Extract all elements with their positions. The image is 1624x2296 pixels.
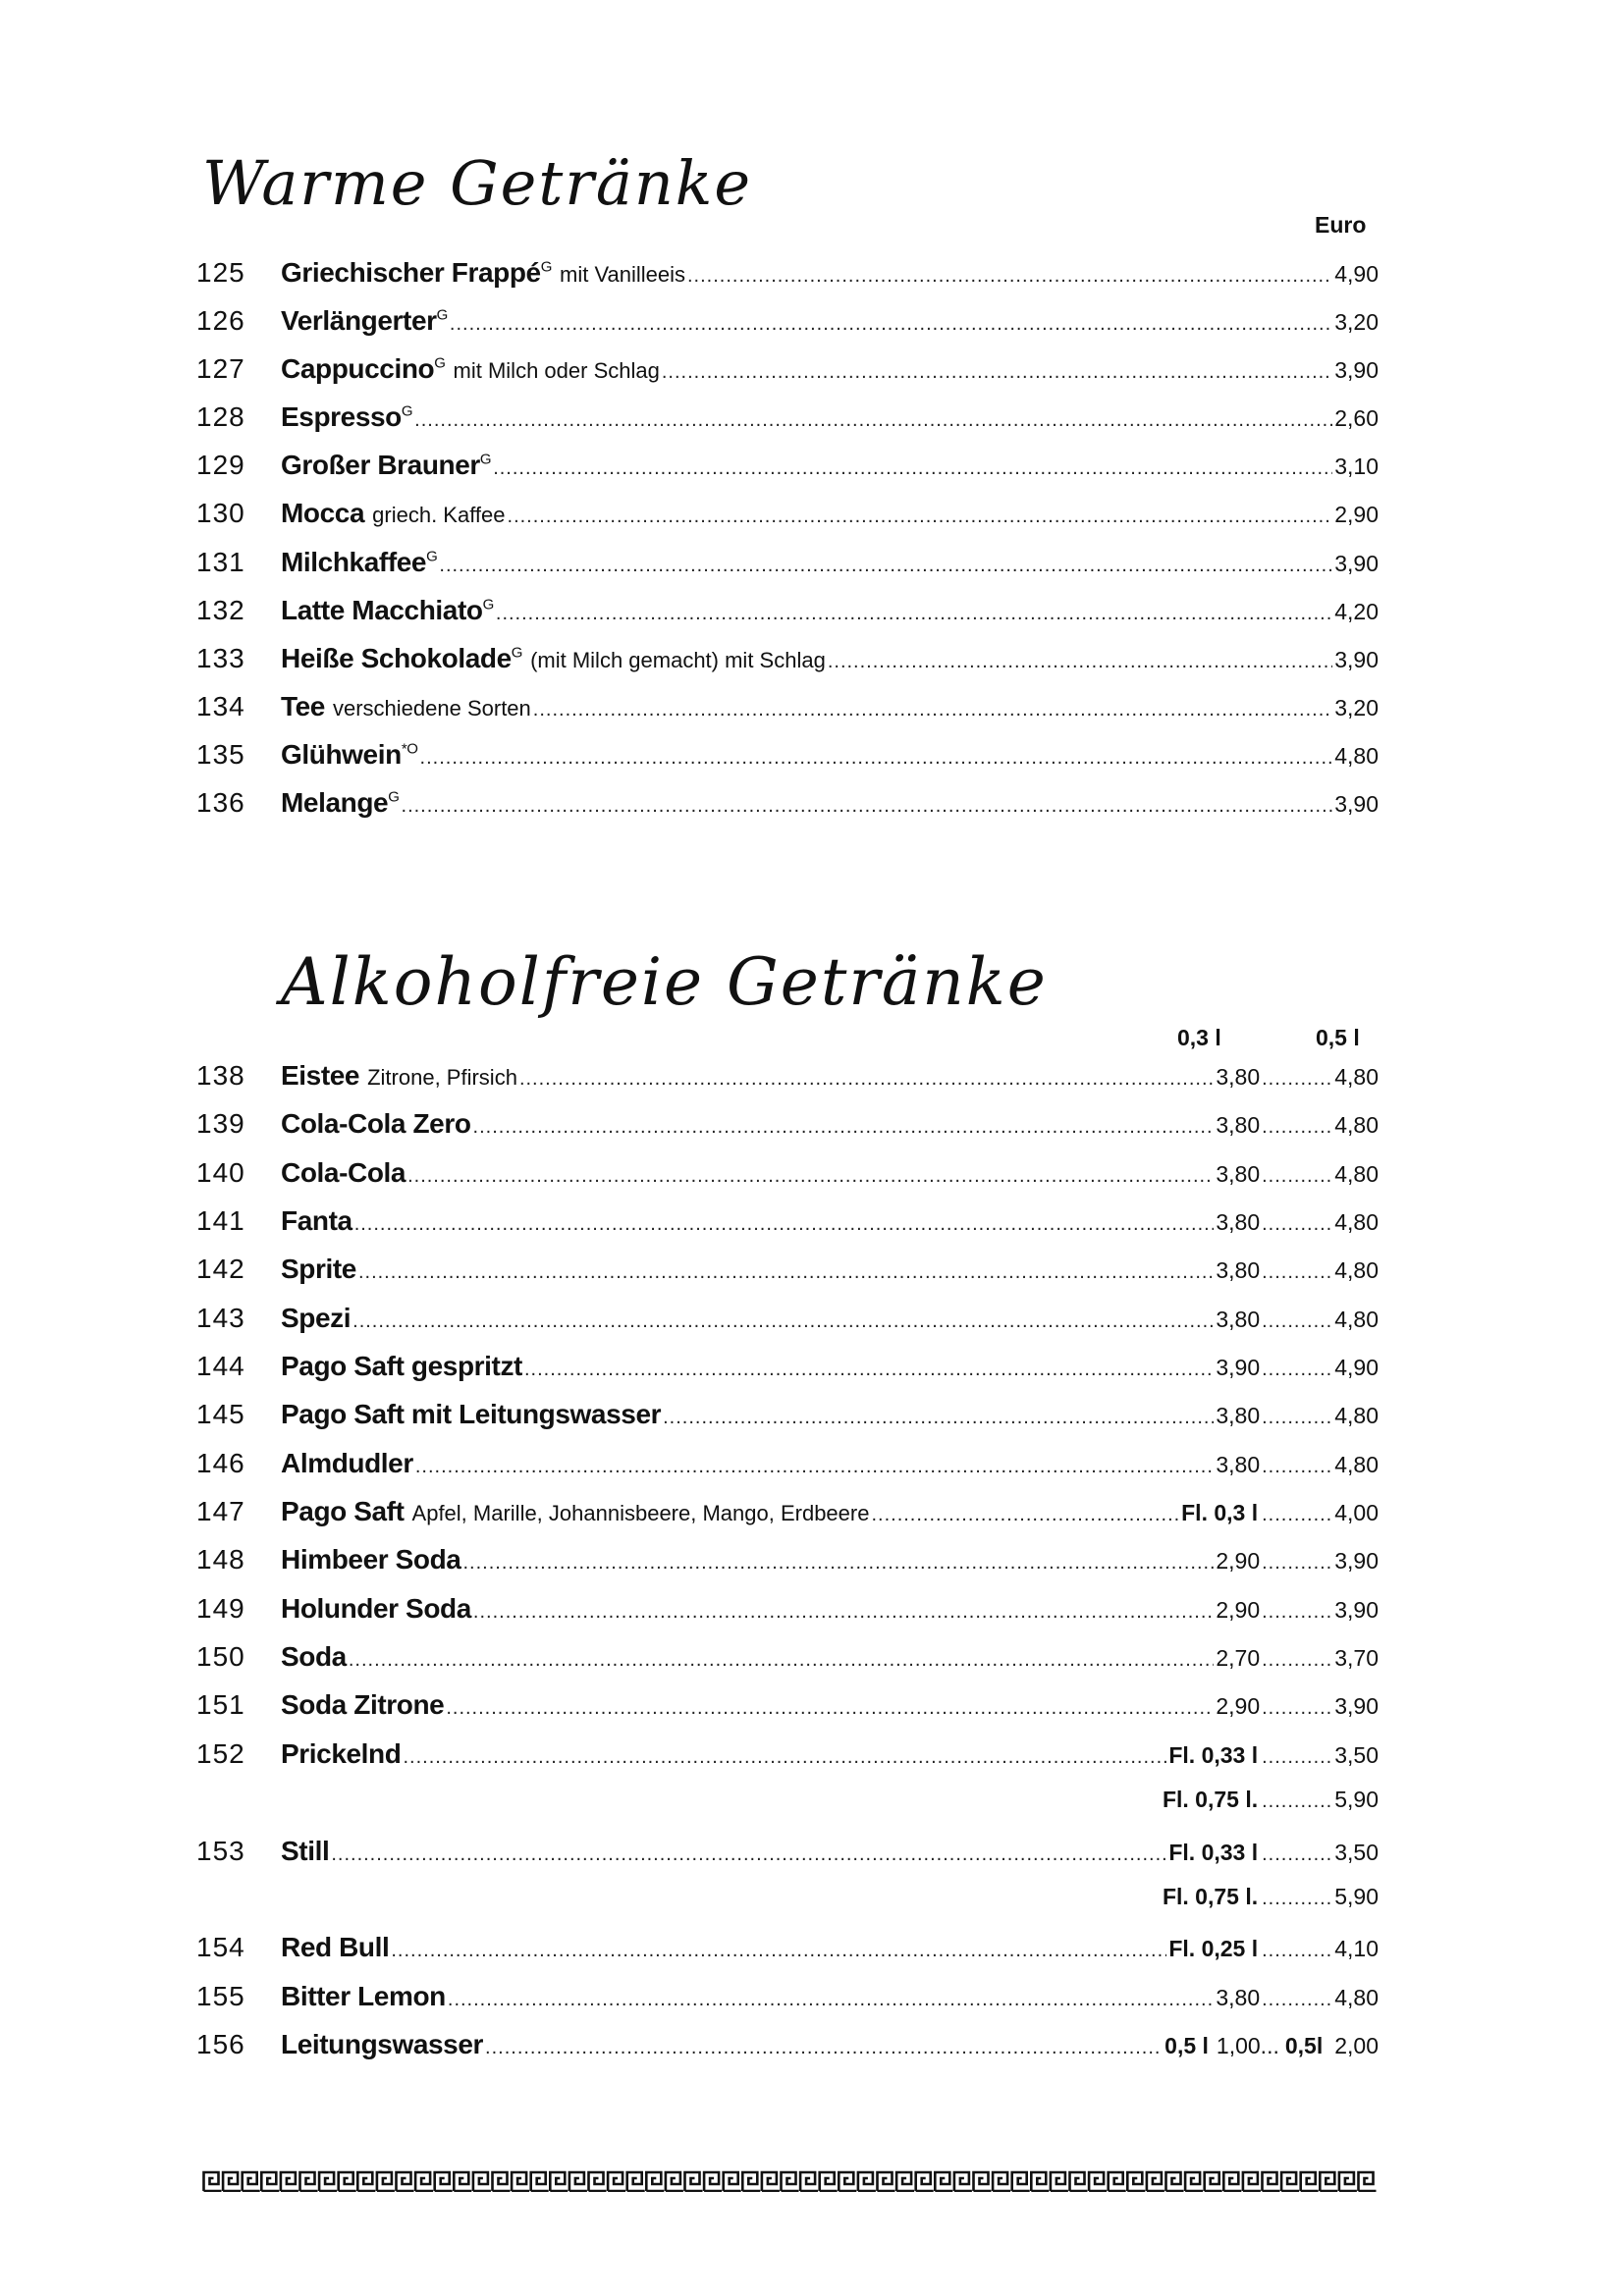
item-number: 128 <box>196 401 245 433</box>
item-price: 2,90 <box>1334 502 1379 528</box>
item-price: 4,10 <box>1334 1936 1379 1962</box>
currency-header: Euro <box>1315 212 1367 238</box>
item-number: 125 <box>196 257 245 288</box>
item-number: 156 <box>196 2028 245 2059</box>
dot-leader <box>473 1601 1214 1624</box>
item-name: Sprite <box>281 1254 356 1285</box>
warm-drinks-list <box>196 257 1379 835</box>
menu-item-continuation <box>196 1787 1379 1835</box>
dot-leader <box>1262 1790 1332 1813</box>
item-description: griech. Kaffee <box>372 503 506 528</box>
menu-item <box>196 739 1379 787</box>
item-number: 126 <box>196 305 245 337</box>
item-name: Melange$^G$ <box>281 787 400 819</box>
item-price: 5,90 <box>1334 1883 1379 1909</box>
item-price: 4,00 <box>1334 1500 1379 1526</box>
dot-leader <box>1262 1068 1332 1091</box>
bottle-size: Fl. 0,33 l <box>1168 1839 1259 1865</box>
item-number: 148 <box>196 1544 245 1575</box>
price-small: 3,80 <box>1216 1403 1261 1429</box>
dot-leader <box>450 313 1332 336</box>
item-number: 138 <box>196 1060 245 1091</box>
price-small: 3,80 <box>1216 1257 1261 1284</box>
item-price: 3,90 <box>1334 357 1379 384</box>
item-description: Apfel, Marille, Johannisbeere, Mango, Erdbeere <box>411 1501 870 1526</box>
price-large: 4,80 <box>1334 1403 1379 1429</box>
dot-leader <box>354 1213 1215 1236</box>
item-description: verschiedene Sorten <box>332 695 531 721</box>
item-name: Pago Saft gespritzt <box>281 1351 522 1382</box>
item-number: 150 <box>196 1641 245 1673</box>
item-price: 3,50 <box>1334 1839 1379 1865</box>
bottle-size-second: 0,5l <box>1284 2032 1324 2058</box>
menu-item <box>196 1448 1379 1496</box>
menu-item <box>196 1738 1379 1787</box>
dot-leader <box>533 699 1332 721</box>
dot-leader <box>462 1552 1214 1575</box>
dot-leader <box>439 555 1332 577</box>
price-large: 3,90 <box>1334 1548 1379 1575</box>
price-small: 3,80 <box>1216 1112 1261 1139</box>
item-description: mit Milch oder Schlag <box>453 358 660 384</box>
dot-leader <box>473 1116 1215 1139</box>
dot-leader <box>493 457 1332 480</box>
menu-item <box>196 257 1379 305</box>
item-price: 3,90 <box>1334 646 1379 672</box>
dot-leader <box>1262 1456 1332 1478</box>
dot-leader <box>403 1746 1166 1769</box>
item-price: 4,90 <box>1334 261 1379 287</box>
menu-item <box>196 1254 1379 1302</box>
menu-item <box>196 1351 1379 1399</box>
item-price: 3,20 <box>1334 309 1379 336</box>
menu-item <box>196 1593 1379 1641</box>
menu-item <box>196 1689 1379 1737</box>
dot-leader <box>1262 1940 1332 1962</box>
menu-item <box>196 1060 1379 1108</box>
item-name: Heiße Schokolade$^G$ <box>281 642 523 673</box>
dot-leader <box>358 1261 1214 1284</box>
price-large: 4,80 <box>1334 1257 1379 1284</box>
menu-item <box>196 1836 1379 1884</box>
item-number: 130 <box>196 498 245 529</box>
item-number: 135 <box>196 738 245 770</box>
dot-leader <box>349 1649 1214 1672</box>
dot-leader <box>496 603 1332 625</box>
item-name: Spezi <box>281 1302 352 1333</box>
dot-leader <box>420 747 1333 770</box>
item-number: 136 <box>196 787 245 819</box>
menu-item <box>196 353 1379 401</box>
bottle-size: Fl. 0,3 l <box>1181 1500 1259 1526</box>
price-large: 4,90 <box>1334 1355 1379 1381</box>
menu-item <box>196 1544 1379 1592</box>
item-name: Soda Zitrone <box>281 1689 445 1721</box>
dot-leader <box>1262 1746 1332 1769</box>
bottle-size: Fl. 0,33 l <box>1168 1741 1259 1768</box>
item-name: Himbeer Soda <box>281 1544 461 1575</box>
item-name: Cola-Cola Zero <box>281 1108 471 1140</box>
item-number: 149 <box>196 1592 245 1624</box>
item-name: Fanta <box>281 1205 352 1237</box>
item-price: 3,10 <box>1334 454 1379 480</box>
price-large: 4,80 <box>1334 1112 1379 1139</box>
menu-item <box>196 1399 1379 1447</box>
item-number: 151 <box>196 1689 245 1721</box>
dot-leader <box>1262 1649 1332 1672</box>
item-price: 2,60 <box>1334 405 1379 432</box>
menu-item <box>196 2029 1379 2077</box>
menu-item <box>196 1157 1379 1205</box>
price-small: 3,80 <box>1216 1160 1261 1187</box>
item-price: 3,90 <box>1334 550 1379 576</box>
menu-item <box>196 1205 1379 1254</box>
item-name: Bitter Lemon <box>281 1980 446 2011</box>
dot-leader <box>687 265 1332 288</box>
item-name: Großer Brauner$^G$ <box>281 450 492 481</box>
item-number: 142 <box>196 1254 245 1285</box>
item-name: Cappuccino$^G$ <box>281 353 446 385</box>
dot-leader <box>1262 1989 1332 2011</box>
soft-drinks-list <box>196 1060 1379 2077</box>
greek-key-border <box>202 2170 1377 2192</box>
item-price: 3,50 <box>1334 1741 1379 1768</box>
menu-item <box>196 1303 1379 1351</box>
dot-leader <box>828 651 1332 673</box>
item-number: 132 <box>196 594 245 625</box>
item-name: Pago Saft mit Leitungswasser <box>281 1399 662 1430</box>
item-price: 4,80 <box>1334 742 1379 769</box>
item-number: 145 <box>196 1399 245 1430</box>
item-number: 139 <box>196 1108 245 1140</box>
item-name: Tee <box>281 690 325 721</box>
dot-leader <box>448 1989 1214 2011</box>
bottle-size: 0,5 l <box>1164 2032 1209 2058</box>
price-small: 3,90 <box>1216 1355 1261 1381</box>
item-name: Prickelnd <box>281 1737 402 1769</box>
item-price: 2,00 <box>1334 2032 1379 2058</box>
item-name: Leitungswasser <box>281 2028 484 2059</box>
dot-leader <box>352 1310 1214 1333</box>
item-name: Cola-Cola <box>281 1156 406 1188</box>
price-large: 3,90 <box>1334 1596 1379 1623</box>
item-description: (mit Milch gemacht) mit Schlag <box>530 647 826 672</box>
dot-leader <box>1262 1116 1332 1139</box>
dot-leader <box>1262 1359 1332 1381</box>
dot-leader <box>508 506 1333 528</box>
menu-item <box>196 787 1379 835</box>
dot-leader <box>446 1697 1214 1720</box>
bottle-size: Fl. 0,25 l <box>1168 1936 1259 1962</box>
dot-leader <box>1262 1261 1332 1284</box>
item-name: Soda <box>281 1641 347 1673</box>
dot-leader <box>524 1359 1214 1381</box>
item-number: 155 <box>196 1980 245 2011</box>
price-small: 3,80 <box>1216 1984 1261 2010</box>
price-small: 2,90 <box>1216 1596 1261 1623</box>
dot-leader <box>415 1456 1214 1478</box>
dot-leader <box>331 1843 1166 1866</box>
item-price-extra: 1,00... <box>1216 2032 1279 2058</box>
dot-leader <box>414 409 1332 432</box>
item-number: 127 <box>196 353 245 385</box>
price-large: 3,70 <box>1334 1645 1379 1672</box>
item-number: 140 <box>196 1156 245 1188</box>
price-small: 3,80 <box>1216 1064 1261 1090</box>
price-large: 4,80 <box>1334 1984 1379 2010</box>
menu-item <box>196 1932 1379 1980</box>
dot-leader <box>519 1068 1214 1091</box>
dot-leader <box>1262 1697 1332 1720</box>
item-price: 5,90 <box>1334 1787 1379 1813</box>
section-title-soft-drinks: Alkoholfreie Getränke <box>281 944 1048 1020</box>
item-name: Mocca <box>281 498 365 529</box>
price-large: 4,80 <box>1334 1451 1379 1477</box>
item-number: 141 <box>196 1205 245 1237</box>
size-header-large: 0,5 l <box>1316 1025 1360 1050</box>
item-number: 147 <box>196 1496 245 1527</box>
section-title-warm-drinks: Warme Getränke <box>202 147 753 219</box>
menu-item <box>196 498 1379 546</box>
item-name: Red Bull <box>281 1932 390 1963</box>
dot-leader <box>1262 1888 1332 1910</box>
item-name: Milchkaffee$^G$ <box>281 546 438 577</box>
dot-leader <box>1262 1310 1332 1333</box>
menu-item <box>196 1981 1379 2029</box>
item-number: 131 <box>196 546 245 577</box>
dot-leader <box>1262 1843 1332 1866</box>
item-number: 129 <box>196 450 245 481</box>
price-small: 2,90 <box>1216 1548 1261 1575</box>
item-name: Eistee <box>281 1060 360 1091</box>
menu-item <box>196 643 1379 691</box>
price-small: 3,80 <box>1216 1209 1261 1236</box>
menu-item-continuation <box>196 1884 1379 1932</box>
dot-leader <box>391 1940 1166 1962</box>
item-description: Zitrone, Pfirsich <box>367 1065 517 1090</box>
price-small: 2,70 <box>1216 1645 1261 1672</box>
price-large: 4,80 <box>1334 1306 1379 1332</box>
menu-item <box>196 547 1379 595</box>
menu-item <box>196 691 1379 739</box>
item-number: 154 <box>196 1932 245 1963</box>
price-small: 3,80 <box>1216 1451 1261 1477</box>
price-large: 4,80 <box>1334 1209 1379 1236</box>
menu-item <box>196 401 1379 450</box>
item-price: 4,20 <box>1334 598 1379 624</box>
size-header-small: 0,3 l <box>1177 1025 1221 1050</box>
menu-item <box>196 595 1379 643</box>
price-small: 3,80 <box>1216 1306 1261 1332</box>
item-name: Holunder Soda <box>281 1592 471 1624</box>
item-name: Espresso$^G$ <box>281 401 413 433</box>
item-description: mit Vanilleeis <box>560 262 685 287</box>
price-large: 3,90 <box>1334 1693 1379 1720</box>
dot-leader <box>871 1504 1179 1526</box>
item-number: 134 <box>196 690 245 721</box>
greek-key-pattern <box>204 2172 1377 2191</box>
dot-leader <box>407 1165 1214 1188</box>
item-name: Still <box>281 1835 330 1866</box>
dot-leader <box>1262 1601 1332 1624</box>
item-name: Almdudler <box>281 1447 413 1478</box>
dot-leader <box>1262 1407 1332 1429</box>
dot-leader <box>402 795 1333 818</box>
item-name: Griechischer Frappé$^G$ <box>281 257 553 288</box>
item-number: 143 <box>196 1302 245 1333</box>
menu-item <box>196 1108 1379 1156</box>
item-number: 144 <box>196 1351 245 1382</box>
dot-leader <box>1262 1552 1332 1575</box>
dot-leader <box>1262 1504 1332 1526</box>
price-large: 4,80 <box>1334 1160 1379 1187</box>
dot-leader <box>663 1407 1214 1429</box>
item-number: 146 <box>196 1447 245 1478</box>
item-price: 3,90 <box>1334 791 1379 818</box>
dot-leader <box>1262 1213 1332 1236</box>
menu-item <box>196 305 1379 353</box>
bottle-size: Fl. 0,75 l. <box>1162 1883 1259 1909</box>
item-number: 153 <box>196 1835 245 1866</box>
item-price: 3,20 <box>1334 694 1379 721</box>
menu-item <box>196 450 1379 498</box>
bottle-size: Fl. 0,75 l. <box>1162 1787 1259 1813</box>
dot-leader <box>485 2037 1163 2059</box>
dot-leader <box>1262 1165 1332 1188</box>
item-number: 152 <box>196 1737 245 1769</box>
item-name: Latte Macchiato$^G$ <box>281 594 494 625</box>
item-name: Pago Saft <box>281 1496 405 1527</box>
price-small: 2,90 <box>1216 1693 1261 1720</box>
price-large: 4,80 <box>1334 1064 1379 1090</box>
item-name: Glühwein$^{*O}$ <box>281 738 418 770</box>
menu-item <box>196 1641 1379 1689</box>
item-number: 133 <box>196 642 245 673</box>
menu-item <box>196 1496 1379 1544</box>
dot-leader <box>662 361 1332 384</box>
item-name: Verlängerter$^G$ <box>281 305 448 337</box>
